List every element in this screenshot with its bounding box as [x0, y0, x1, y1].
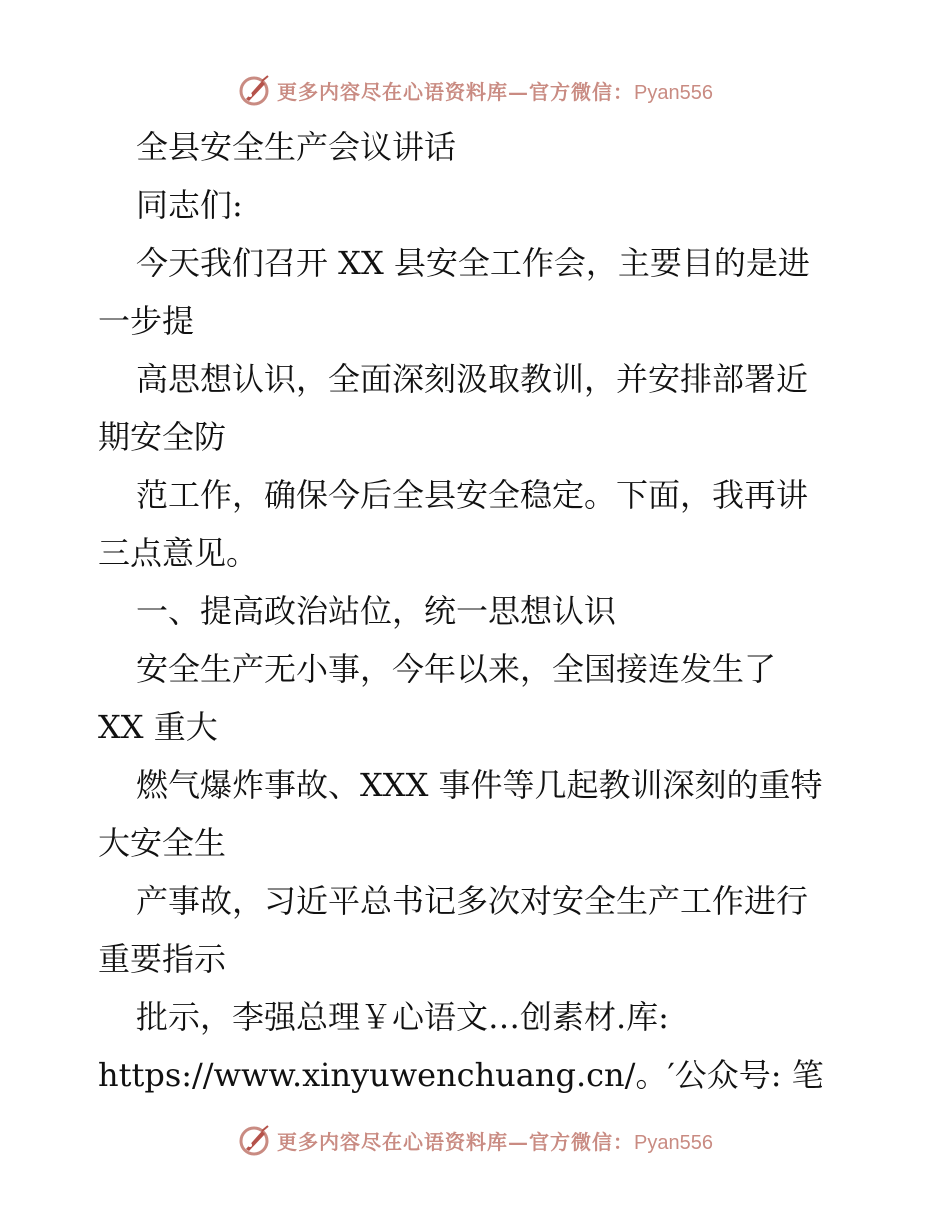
document-body — [98, 118, 858, 1104]
quill-pen-circle-icon — [237, 73, 271, 107]
document-line: 范工作，确保今后全县安全稳定。下面，我再讲 — [136, 476, 809, 514]
watermark-text: 更多内容尽在心语资料库—官方微信：Pyan556 — [277, 1129, 713, 1154]
document-line: 批示，李强总理￥心语文…创素材.库: — [136, 998, 669, 1036]
document-line: 重要指示 — [98, 940, 227, 978]
document-line: 同志们: — [136, 186, 243, 224]
watermark-header — [0, 70, 950, 110]
document-line: 燃气爆炸事故、XXX 事件等几起教训深刻的重特 — [136, 766, 823, 804]
document-line: XX 重大 — [98, 708, 218, 746]
document-line: 期安全防 — [98, 418, 227, 456]
watermark-text: 更多内容尽在心语资料库—官方微信：Pyan556 — [277, 79, 713, 104]
document-line: 全县安全生产会议讲话 — [136, 128, 457, 166]
document-line: 安全生产无小事，今年以来，全国接连发生了 — [136, 650, 777, 688]
document-line: 高思想认识，全面深刻汲取教训，并安排部署近 — [136, 360, 809, 398]
document-line: 大安全生 — [98, 824, 227, 862]
watermark-footer — [0, 1120, 950, 1160]
document-line: 一步提 — [98, 302, 195, 340]
document-line: 一、提高政治站位，统一思想认识 — [136, 592, 617, 630]
document-line: https://www.xinyuwenchuang.cn/。′公众号: 笔 — [98, 1056, 824, 1094]
document-line: 产事故，习近平总书记多次对安全生产工作进行 — [136, 882, 809, 920]
document-line: 今天我们召开 XX 县安全工作会，主要目的是进 — [136, 244, 810, 282]
quill-pen-circle-icon — [237, 1123, 271, 1157]
document-line: 三点意见。 — [98, 534, 259, 572]
